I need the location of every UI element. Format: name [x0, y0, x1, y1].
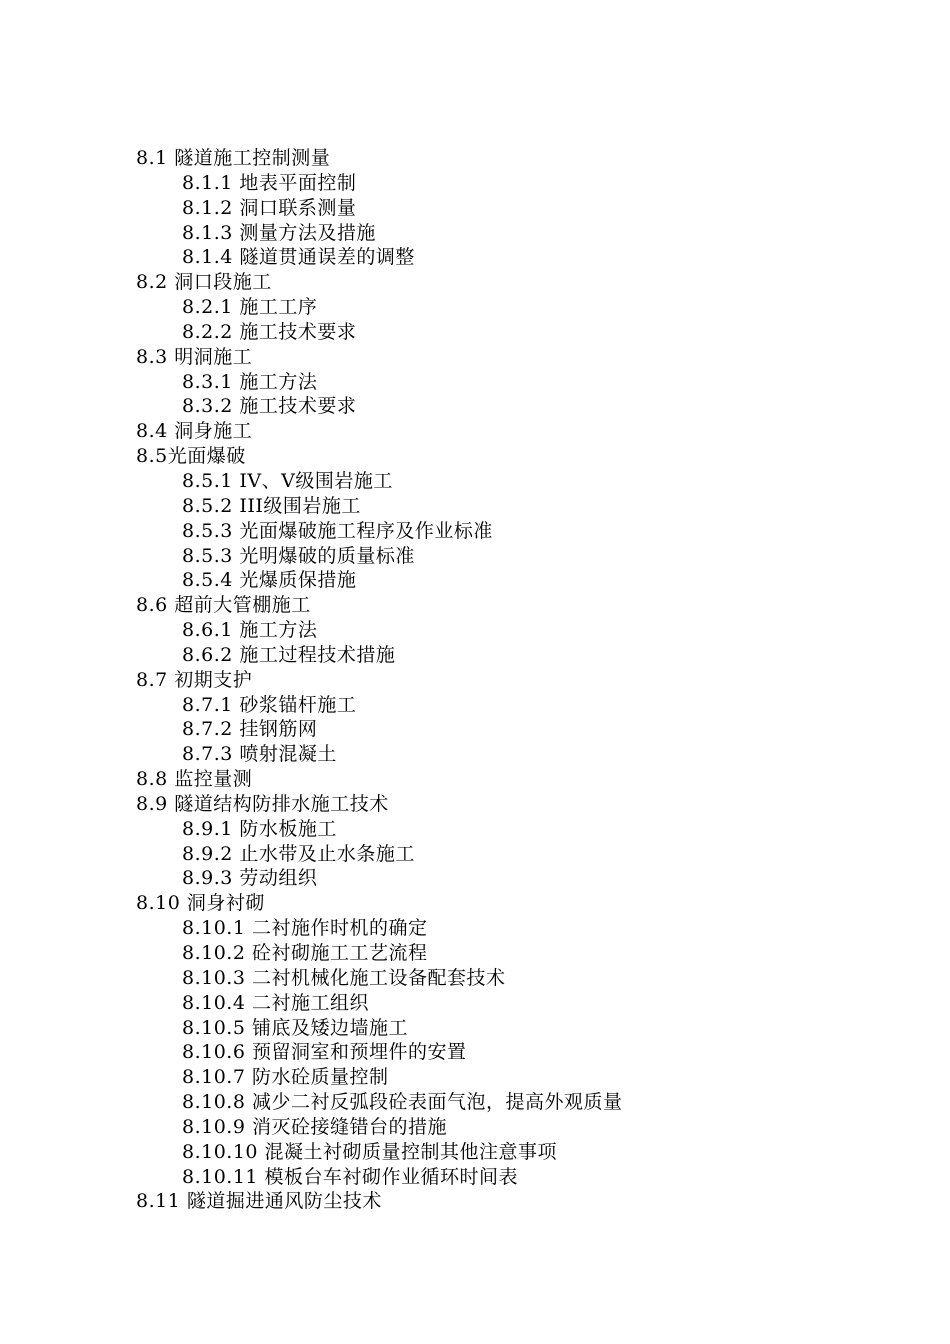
toc-subsection-item: 8.2.2 施工技术要求 [182, 320, 357, 343]
toc-section-heading: 8.6 超前大管棚施工 [136, 594, 311, 617]
toc-subsection-item: 8.3.1 施工方法 [182, 370, 318, 393]
toc-subsection-item: 8.1.2 洞口联系测量 [182, 196, 357, 219]
toc-section-heading: 8.10 洞身衬砌 [136, 892, 265, 915]
toc-subsection-item: 8.10.9 消灭砼接缝错台的措施 [182, 1115, 447, 1138]
toc-subsection-item: 8.7.3 喷射混凝土 [182, 743, 337, 766]
toc-subsection-item: 8.10.10 混凝土衬砌质量控制其他注意事项 [182, 1140, 558, 1163]
toc-section-heading: 8.7 初期支护 [136, 668, 253, 691]
toc-subsection-item: 8.3.2 施工技术要求 [182, 395, 357, 418]
toc-section-heading: 8.8 监控量测 [136, 768, 253, 791]
toc-section-heading: 8.4 洞身施工 [136, 420, 253, 443]
toc-section-heading: 8.11 隧道掘进通风防尘技术 [136, 1190, 382, 1213]
toc-subsection-item: 8.1.4 隧道贯通误差的调整 [182, 246, 415, 269]
toc-subsection-item: 8.9.2 止水带及止水条施工 [182, 842, 415, 865]
toc-subsection-item: 8.10.6 预留洞室和预埋件的安置 [182, 1041, 467, 1064]
toc-subsection-item: 8.10.5 铺底及矮边墙施工 [182, 1016, 408, 1039]
toc-subsection-item: 8.10.11 模板台车衬砌作业循环时间表 [182, 1165, 519, 1188]
toc-subsection-item: 8.9.1 防水板施工 [182, 817, 337, 840]
toc-subsection-item: 8.5.1 IV、V级围岩施工 [182, 469, 393, 492]
toc-subsection-item: 8.7.2 挂钢筋网 [182, 718, 318, 741]
toc-subsection-item: 8.7.1 砂浆锚杆施工 [182, 693, 357, 716]
toc-subsection-item: 8.10.4 二衬施工组织 [182, 991, 369, 1014]
toc-subsection-item: 8.10.7 防水砼质量控制 [182, 1066, 389, 1089]
toc-section-heading: 8.2 洞口段施工 [136, 271, 272, 294]
toc-subsection-item: 8.10.2 砼衬砌施工工艺流程 [182, 942, 428, 964]
toc-section-heading: 8.5光面爆破 [136, 445, 246, 468]
toc-subsection-item: 8.5.3 光面爆破施工程序及作业标准 [182, 519, 493, 542]
toc-subsection-item: 8.5.3 光明爆破的质量标准 [182, 544, 415, 567]
toc-subsection-item: 8.2.1 施工工序 [182, 296, 318, 319]
toc-subsection-item: 8.10.1 二衬施作时机的确定 [182, 917, 428, 940]
toc-subsection-item: 8.10.8 减少二衬反弧段砼表面气泡，提高外观质量 [182, 1091, 623, 1114]
toc-section-heading: 8.1 隧道施工控制测量 [136, 147, 331, 169]
toc-section-heading: 8.9 隧道结构防排水施工技术 [136, 792, 389, 815]
toc-subsection-item: 8.6.2 施工过程技术措施 [182, 643, 396, 666]
toc-subsection-item: 8.10.3 二衬机械化施工设备配套技术 [182, 966, 506, 989]
toc-subsection-item: 8.5.2 III级围岩施工 [182, 494, 361, 517]
toc-subsection-item: 8.1.1 地表平面控制 [182, 171, 357, 194]
toc-subsection-item: 8.6.1 施工方法 [182, 619, 318, 642]
toc-subsection-item: 8.1.3 测量方法及措施 [182, 221, 376, 244]
table-of-contents [0, 146, 950, 1214]
toc-subsection-item: 8.9.3 劳动组织 [182, 867, 318, 890]
toc-section-heading: 8.3 明洞施工 [136, 345, 253, 368]
toc-subsection-item: 8.5.4 光爆质保措施 [182, 569, 357, 592]
